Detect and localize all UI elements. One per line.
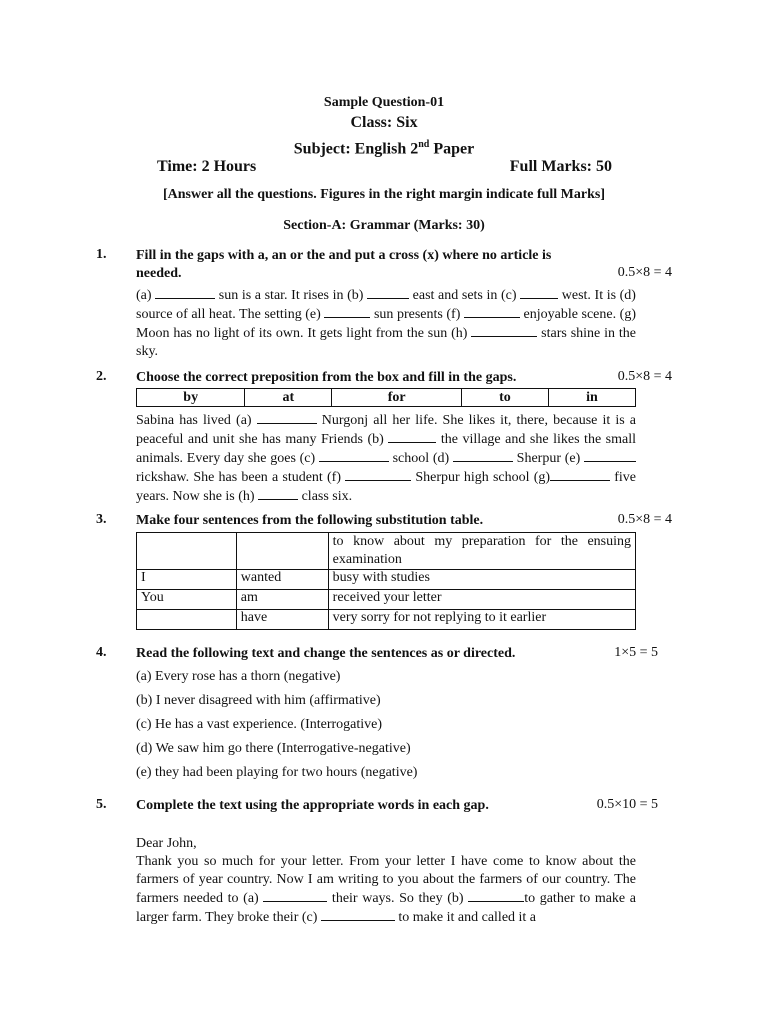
blank[interactable] xyxy=(321,908,395,921)
blank[interactable] xyxy=(584,449,636,462)
blank[interactable] xyxy=(468,889,524,902)
question-heading: Make four sentences from the following substitution table. xyxy=(136,513,484,528)
instructions: [Answer all the questions. Figures in the right margin indicate full Marks] xyxy=(162,187,606,202)
class-title: Class: Six xyxy=(350,114,418,131)
time-label: Time: 2 Hours xyxy=(157,158,257,175)
question-heading: Complete the text using the appropriate words in each gap. xyxy=(136,798,489,813)
question-marks: 0.5×8 = 4 xyxy=(617,512,672,527)
question-text: (a) sun is a star. It rises in (b) east and sets in (c) west. It is (d) source of all heat. The setting (e) sun presents (f) enjoyable scene. (g) Moon has no light of its own. It gets light from the sun (h) stars shine in the sky. xyxy=(136,288,637,359)
preposition-option: at xyxy=(245,389,332,407)
list-item: (c) He has a vast experience. (Interrogative) xyxy=(136,717,383,732)
blank[interactable] xyxy=(257,411,317,424)
question-heading: Choose the correct preposition from the box and fill in the gaps. xyxy=(136,370,517,385)
blank[interactable] xyxy=(324,305,370,318)
table-row: You am received your letter xyxy=(137,590,636,610)
blank[interactable] xyxy=(319,449,389,462)
question-5 xyxy=(96,797,676,927)
full-marks-label: Full Marks: 50 xyxy=(509,158,612,175)
letter-greeting: Dear John, xyxy=(136,836,197,851)
question-number: 5. xyxy=(96,797,107,812)
preposition-option: in xyxy=(548,389,635,407)
preposition-option: for xyxy=(332,389,462,407)
table-row: I wanted busy with studies xyxy=(137,570,636,590)
question-marks: 0.5×8 = 4 xyxy=(617,265,672,280)
blank[interactable] xyxy=(155,286,215,299)
letter-body: Thank you so much for your letter. From your letter I have come to know about the farmers of year country. Now I am writing to you about the farmers of our country. The farmers needed to (a) their ways. So they (b) to gather to make a larger farm. They broke their (c) to make it and called it a xyxy=(136,854,636,925)
list-item: (b) I never disagreed with him (affirmative) xyxy=(136,693,381,708)
blank[interactable] xyxy=(367,286,409,299)
question-number: 1. xyxy=(96,247,107,262)
question-marks: 0.5×10 = 5 xyxy=(596,797,658,812)
blank[interactable] xyxy=(464,305,520,318)
question-marks: 0.5×8 = 4 xyxy=(617,369,672,384)
question-number: 3. xyxy=(96,512,107,527)
section-heading: Section-A: Grammar (Marks: 30) xyxy=(283,218,485,233)
substitution-table xyxy=(136,532,636,630)
blank[interactable] xyxy=(550,468,610,481)
list-item: (d) We saw him go there (Interrogative-negative) xyxy=(136,741,411,756)
blank[interactable] xyxy=(453,449,513,462)
question-1 xyxy=(96,247,676,359)
question-number: 4. xyxy=(96,645,107,660)
question-text: Sabina has lived (a) Nurgonj all her life. She likes it, there, because it is a peaceful and unit she has many Friends (b) the village and she likes the small animals. Every day she goes (c) school (d) Sherpur (e) rickshaw. She has been a student (f) Sherpur high school (g) five years. Now she is (h) class six. xyxy=(136,413,637,504)
question-2 xyxy=(96,369,676,504)
blank[interactable] xyxy=(388,430,436,443)
time-marks-row xyxy=(157,158,612,176)
subject-title: Subject: English 2nd Paper xyxy=(293,139,475,158)
question-heading: Read the following text and change the sentences as or directed. xyxy=(136,646,516,661)
blank[interactable] xyxy=(345,468,411,481)
list-item: (e) they had been playing for two hours (negative) xyxy=(136,765,418,780)
question-3 xyxy=(96,512,676,637)
table-row: have very sorry for not replying to it earlier xyxy=(137,610,636,630)
question-marks: 1×5 = 5 xyxy=(614,645,658,660)
question-heading: Fill in the gaps with a, an or the and put a cross (x) where no article is needed. xyxy=(136,248,552,281)
blank[interactable] xyxy=(471,324,537,337)
list-item: (a) Every rose has a thorn (negative) xyxy=(136,669,341,684)
blank[interactable] xyxy=(258,487,298,500)
sample-question-title: Sample Question-01 xyxy=(323,95,445,110)
preposition-box xyxy=(136,388,636,407)
question-4 xyxy=(96,645,676,790)
exam-header xyxy=(0,94,768,160)
transformation-list xyxy=(136,665,636,785)
question-number: 2. xyxy=(96,369,107,384)
blank[interactable] xyxy=(263,889,327,902)
preposition-option: by xyxy=(137,389,245,407)
preposition-option: to xyxy=(461,389,548,407)
letter-text xyxy=(136,835,636,927)
table-row: to know about my preparation for the ensuing examination xyxy=(137,533,636,570)
blank[interactable] xyxy=(520,286,558,299)
